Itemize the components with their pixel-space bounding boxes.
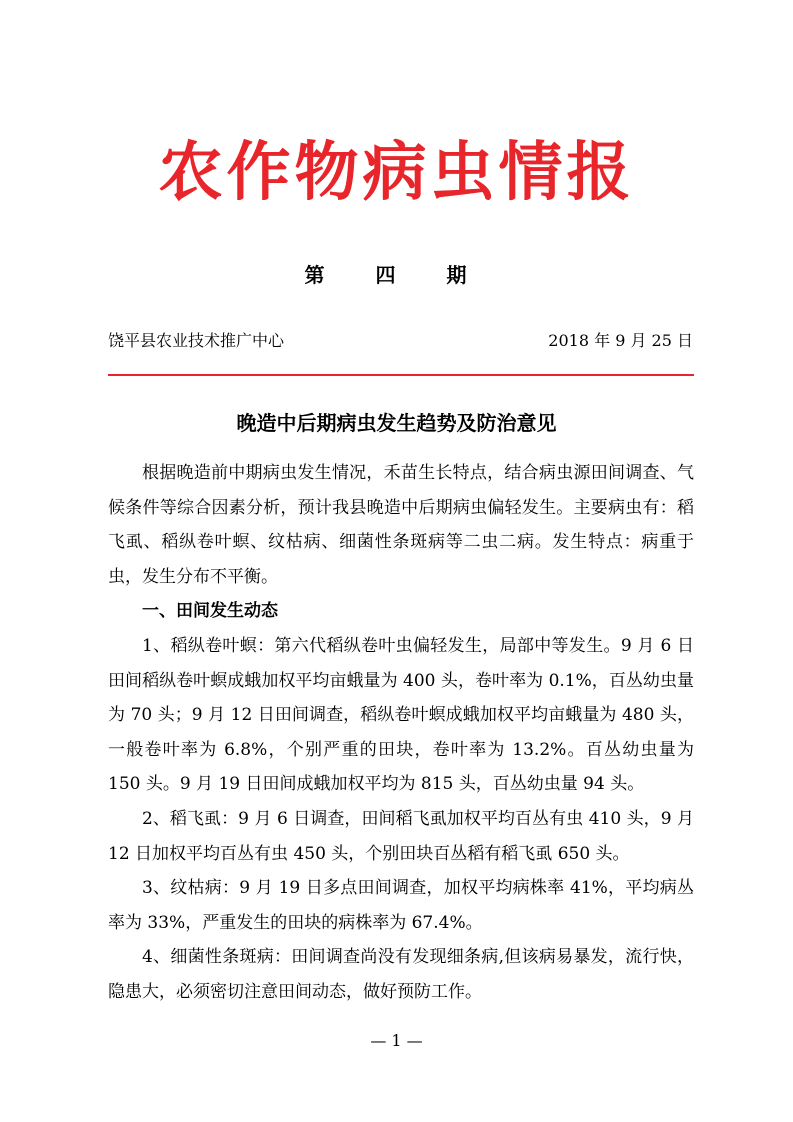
header-divider — [108, 374, 694, 376]
intro-paragraph: 根据晚造前中期病虫发生情况，禾苗生长特点，结合病虫源田间调查、气候条件等综合因素分析，预计我县晚造中后期病虫偏轻发生。主要病虫有：稻飞虱、稻纵卷叶螟、纹枯病、细菌性条斑病等二虫二病。发生特点：病重于虫，发生分布不平衡。 — [108, 463, 694, 587]
masthead-title: 农作物病虫情报 — [158, 135, 635, 210]
issue-number: 第 四 期 — [304, 263, 489, 287]
item-paragraph: 2、稻飞虱：9 月 6 日调查，田间稻飞虱加权平均百丛有虫 410 头，9 月 12 日加权平均百丛有虫 450 头，个别田块百丛稻有稻飞虱 650 头。 — [108, 808, 694, 864]
article-body — [108, 456, 694, 1010]
article-title: 晚造中后期病虫发生趋势及防治意见 — [236, 411, 557, 435]
item-paragraph: 1、稻纵卷叶螟：第六代稻纵卷叶虫偏轻发生，局部中等发生。9 月 6 日田间稻纵卷叶螟成蛾加权平均亩蛾量为 400 头，卷叶率为 0.1%，百丛幼虫量为 70 头；9 月 12 日田间调查，稻纵卷叶螟成蛾加权平均亩蛾量为 480 头，一般卷叶率为 6.8%，个别严重的田块，卷叶率为 13.2%。百丛幼虫量为 150 头。9 月 19 日田间成蛾加权平均为 815 头，百丛幼虫量 94 头。 — [108, 635, 694, 795]
item-paragraph: 3、纹枯病：9 月 19 日多点田间调查，加权平均病株率 41%，平均病丛率为 33%，严重发生的田块的病株率为 67.4%。 — [108, 878, 694, 933]
organization-name: 饶平县农业技术推广中心 — [108, 331, 285, 350]
page-number: — 1 — — [370, 1031, 423, 1050]
item-paragraph: 4、细菌性条斑病：田间调查尚没有发现细条病,但该病易暴发，流行快，隐患大，必须密切注意田间动态，做好预防工作。 — [108, 947, 694, 1002]
publish-date: 2018 年 9 月 25 日 — [548, 331, 693, 350]
section-heading: 一、田间发生动态 — [142, 601, 278, 622]
